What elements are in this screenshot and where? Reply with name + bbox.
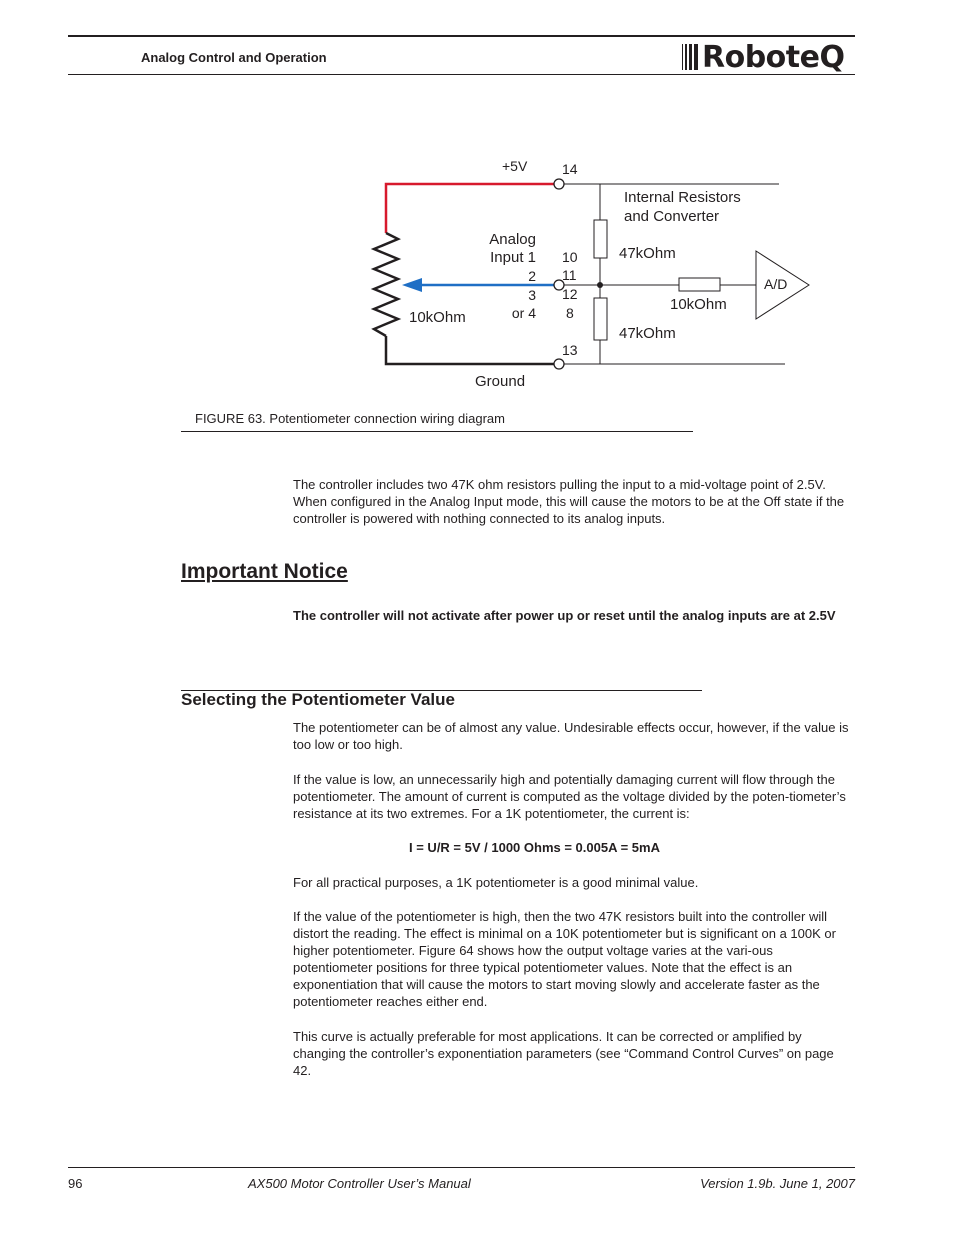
paragraph-pot-value: The potentiometer can be of almost any value. Undesirable effects occur, however, if the value is too low or too high. [293, 720, 849, 752]
label-internal-1: Internal Resistors [624, 189, 741, 206]
resistor-47k-bottom [594, 298, 607, 340]
label-pin-13: 13 [562, 342, 578, 358]
paragraph-low-value: If the value is low, an unnecessarily high and potentially damaging current will flow through the potentiometer. The amount of current is computed as the voltage divided by the poten-tiometer’s resistance at its two extremes. For a 1K potentiometer, the current is: [293, 772, 846, 821]
important-notice-title: Important Notice [181, 560, 348, 583]
potentiometer-resistor [374, 233, 398, 336]
label-47k-bottom: 47kOhm [619, 325, 676, 342]
footer-rule [68, 1167, 855, 1168]
resistor-47k-top [594, 220, 607, 258]
red-wire [386, 184, 555, 233]
footer-page-number: 96 [68, 1176, 83, 1191]
footer-version: Version 1.9b. June 1, 2007 [700, 1176, 855, 1191]
resistor-10k-series [679, 278, 720, 291]
label-input-1: Input 1 [490, 249, 536, 266]
header-section-title: Analog Control and Operation [141, 50, 327, 65]
label-num-2: 2 [528, 268, 536, 284]
paragraph-high-value: If the value of the potentiometer is high, then the two 47K resistors built into the controller will distort the reading. The effect is minimal on a 10K potentiometer but is significant on a 100K or higher potentiometer. Figure 64 shows how the output voltage varies at the vari-ous potentiometer positions for three typical potentiometer values. Note that the effect is an exponentiation that will cause the motors to start moving slowly and accelerate faster as the potentiometer reaches either end. [293, 909, 836, 1009]
label-internal-2: and Converter [624, 208, 720, 225]
figure-caption: FIGURE 63. Potentiometer connection wiring diagram [195, 411, 505, 426]
label-pin-11: 11 [562, 267, 577, 283]
label-ground: Ground [475, 373, 526, 390]
label-pin-12: 12 [562, 286, 578, 302]
label-pin-8: 8 [566, 305, 574, 321]
label-5v: +5V [502, 158, 528, 174]
wiring-diagram [0, 0, 954, 440]
current-formula: I = U/R = 5V / 1000 Ohms = 0.005A = 5mA [409, 840, 660, 855]
terminal-13 [554, 359, 564, 369]
paragraph-minimal-value: For all practical purposes, a 1K potentiometer is a good minimal value. [293, 875, 699, 890]
paragraph-curve: This curve is actually preferable for most applications. It can be corrected or amplified by changing the controller’s exponentiation parameters (see “Command Control Curves” on page 42. [293, 1029, 834, 1078]
caption-rule [181, 431, 693, 432]
logo-text: RoboteQ [702, 39, 845, 75]
ground-wire [386, 336, 555, 364]
label-pin-14: 14 [562, 161, 578, 177]
label-num-3: 3 [528, 287, 536, 303]
label-pot-10k: 10kOhm [409, 309, 466, 326]
label-or-4: or 4 [511, 305, 536, 321]
label-ad: A/D [764, 276, 788, 292]
label-47k-top: 47kOhm [619, 245, 676, 262]
subsection-title: Selecting the Potentiometer Value [181, 690, 455, 709]
label-pin-10: 10 [562, 249, 578, 265]
label-analog: Analog [489, 231, 536, 248]
footer-manual-title: AX500 Motor Controller User’s Manual [248, 1176, 471, 1191]
terminal-14 [554, 179, 564, 189]
paragraph-resistors: The controller includes two 47K ohm resistors pulling the input to a mid-voltage point of 2.5V. When configured in the Analog Input mode, this will cause the motors to be at the Off state if the controller is powered with nothing connected to its analog inputs. [293, 477, 845, 526]
wiper-arrowhead [402, 278, 422, 292]
label-10k-series: 10kOhm [670, 296, 727, 313]
important-notice-text: The controller will not activate after power up or reset until the analog inputs are at 2.5V [293, 608, 836, 623]
junction-dot [597, 282, 603, 288]
